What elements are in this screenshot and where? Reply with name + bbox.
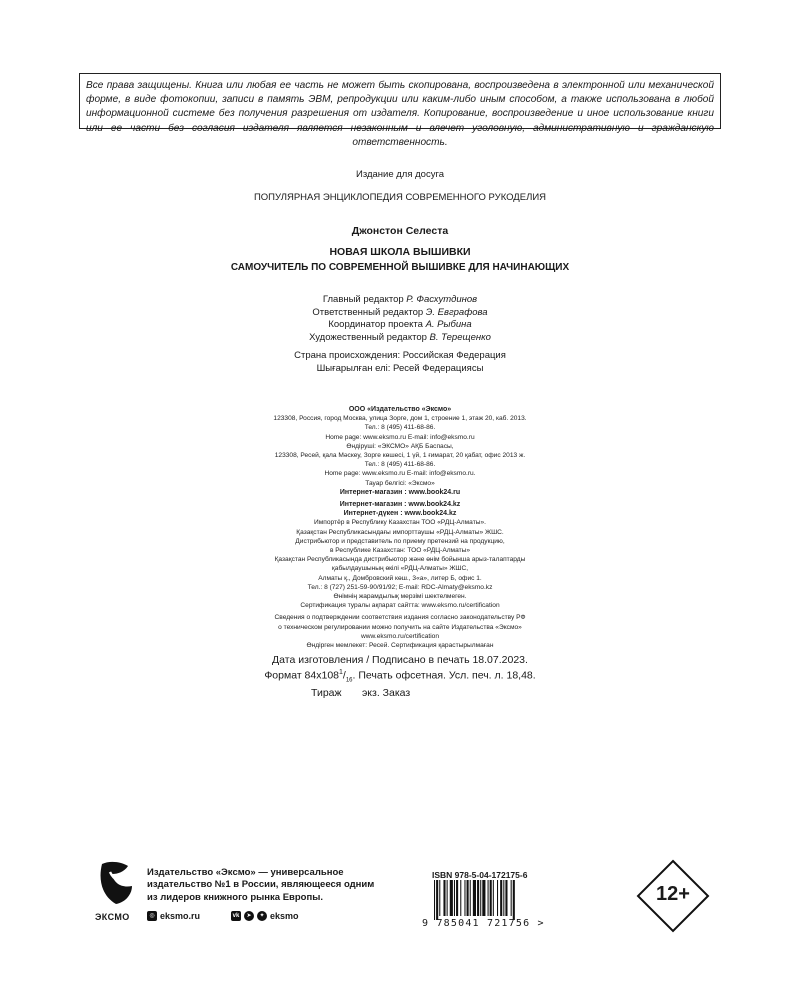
imprint-line: Сведения о подтверждении соответствия издания согласно законодательству РФ xyxy=(274,614,526,622)
barcode-bar xyxy=(500,880,502,916)
barcode-bar xyxy=(470,880,471,916)
barcode-bar xyxy=(482,880,485,916)
barcode-bar xyxy=(434,880,435,920)
barcode-bar xyxy=(467,880,469,916)
book-title: НОВАЯ ШКОЛА ВЫШИВКИ xyxy=(329,246,471,258)
imprint-line: Өндіруші: «ЭКСМО» АҚБ Баспасы, xyxy=(346,442,454,450)
barcode-bar xyxy=(473,880,476,916)
book-subtitle: САМОУЧИТЕЛЬ ПО СОВРЕМЕННОЙ ВЫШИВКЕ ДЛЯ НАЧИНАЮЩИХ xyxy=(230,262,570,273)
imprint-line: Home page: www.eksmo.ru E-mail: info@eksmo.ru. xyxy=(324,470,476,478)
imprint-line: Интернет-магазин : www.book24.kz xyxy=(339,501,461,509)
credit-line: Ответственный редактор Э. Евграфова xyxy=(312,306,488,318)
imprint-line: Қазақстан Республикасындағы импорттаушы «РДЦ-Алматы» ЖШС. xyxy=(296,528,504,536)
barcode xyxy=(432,880,546,920)
publisher-description: Издательство «Эксмо» — универсальное издательство №1 в России, являющееся одним из лидеров книжного рынка Европы. xyxy=(147,867,375,903)
barcode-bar xyxy=(493,880,494,916)
barcode-bar xyxy=(447,880,448,916)
imprint-line: Алматы қ., Домбровский көш., 3«а», литер Б, офис 1. xyxy=(318,574,482,582)
barcode-bar xyxy=(490,880,492,916)
barcode-bar xyxy=(443,880,445,916)
imprint-line: ООО «Издательство «Эксмо» xyxy=(348,406,452,413)
imprint-line: Сертификация туралы ақпарат сайтта: www.eksmo.ru/certification xyxy=(300,602,500,610)
origin-ru: Страна происхождения: Российская Федерация xyxy=(294,350,506,361)
age-rating-label: 12+ xyxy=(656,883,690,905)
isbn: ISBN 978-5-04-172175-6 xyxy=(432,870,528,880)
dzen-icon: ✦ xyxy=(257,911,267,921)
social-links[interactable]: vk ➤ ✦ eksmo xyxy=(232,911,299,921)
imprint-line: Home page: www.eksmo.ru E-mail: info@eksmo.ru xyxy=(325,433,475,441)
instagram-icon: ◎ xyxy=(147,911,157,921)
barcode-bar xyxy=(477,880,479,916)
barcode-bar xyxy=(505,880,507,916)
imprint-line: 123308, Ресей, қала Мәскеу, Зорге көшесі, 1 үй, 1 ғимарат, 20 қабат, офис 2013 ж. xyxy=(274,452,526,460)
imprint-line: Өндірген мемлекет: Ресей. Сертификация қарастырылмаған xyxy=(306,642,494,650)
eksmo-logo-icon xyxy=(96,858,136,908)
age-rating-badge xyxy=(636,859,710,933)
origin-kz: Шығарылған елі: Ресей Федерациясы xyxy=(316,362,484,374)
imprint-line: www.eksmo.ru/certification xyxy=(360,632,440,640)
barcode-bar xyxy=(460,880,461,916)
imprint-line: Интернет-магазин : www.book24.ru xyxy=(339,488,461,496)
imprint-line: Тел.: 8 (727) 251-59-90/91/92; E-mail: RDC-Almaty@eksmo.kz xyxy=(307,583,493,591)
barcode-bar xyxy=(436,880,438,920)
vk-icon: vk xyxy=(232,913,240,919)
imprint-line: Өнімнің жарамдылық мерзімі шектелмеген. xyxy=(333,593,467,601)
credit-line: Художественный редактор В. Терещенко xyxy=(309,331,491,343)
origin-block xyxy=(200,350,600,375)
production-block xyxy=(200,654,600,699)
imprint-line: қабылдаушының өкілі «РДЦ-Алматы» ЖШС, xyxy=(331,565,469,573)
imprint-line: в Республике Казахстан: ТОО «РДЦ-Алматы» xyxy=(329,547,471,555)
series-title: ПОПУЛЯРНАЯ ЭНЦИКЛОПЕДИЯ СОВРЕМЕННОГО РУКОДЕЛИЯ xyxy=(253,192,547,203)
imprint-block xyxy=(160,405,640,650)
production-format: Формат $84x108^1/_{16}$. Печать офсетная. Усл. печ. л. 18,48. xyxy=(264,668,536,684)
barcode-bar xyxy=(439,880,440,916)
imprint-line: Тауар белгісі: «Эксмо» xyxy=(365,479,435,487)
barcode-bar xyxy=(511,880,512,916)
barcode-bar xyxy=(497,880,498,916)
barcode-bar xyxy=(464,880,465,916)
imprint-line: Тел.: 8 (495) 411-68-86. xyxy=(364,424,436,432)
telegram-icon: ➤ xyxy=(244,911,254,921)
imprint-line: о техническом регулировании можно получить на сайте Издательства «Эксмо» xyxy=(278,623,522,631)
imprint-line: Дистрибьютор и представитель по приему претензий на продукцию, xyxy=(295,537,505,545)
rights-notice: Все права защищены. Книга или любая ее часть не может быть скопирована, воспроизведена в электронной или механической форме, в виде фотокопии, записи в память ЭВМ, репродукции или каким-либо иным способом, а также использована в любой информационной системе без получения разрешения от издателя. Копирование, воспроизведение и иное использование книги или ее части без согласия издателя является незаконным и влечет уголовную, административную и гражданскую ответственность. xyxy=(79,73,721,129)
barcode-bar xyxy=(503,880,504,916)
imprint-line: Қазақстан Республикасында дистрибьютор және өнім бойынша арыз-талаптарды xyxy=(274,556,526,564)
imprint-line: Тел.: 8 (495) 411-68-86. xyxy=(364,461,436,469)
credit-line: Главный редактор Р. Фасхутдинов xyxy=(322,294,478,305)
barcode-bar xyxy=(480,880,481,916)
barcode-bar xyxy=(454,880,455,916)
barcode-bar xyxy=(488,880,489,916)
credit-line: Координатор проекта А. Рыбина xyxy=(328,319,472,331)
site-link[interactable]: ◎ eksmo.ru xyxy=(147,911,200,921)
imprint-line: 123308, Россия, город Москва, улица Зорге, дом 1, строение 1, этаж 20, каб. 2013. xyxy=(273,415,527,423)
edition-type: Издание для досуга xyxy=(355,169,444,180)
imprint-line: Импортёр в Республику Казахстан ТОО «РДЦ-Алматы». xyxy=(314,519,486,527)
brand-name: ЭКСМО xyxy=(95,912,130,922)
production-date: Дата изготовления / Подписано в печать 18.07.2023. xyxy=(272,654,528,666)
author: Джонстон Селеста xyxy=(351,225,449,237)
barcode-bar xyxy=(450,880,453,916)
credits-block xyxy=(200,294,600,344)
barcode-bar xyxy=(513,880,515,920)
imprint-line: Интернет-дүкен : www.book24.kz xyxy=(343,510,457,518)
barcode-bar xyxy=(456,880,458,916)
barcode-digits: 9 785041 721756 > xyxy=(422,918,545,929)
production-run: Тираж экз. Заказ xyxy=(311,686,411,699)
